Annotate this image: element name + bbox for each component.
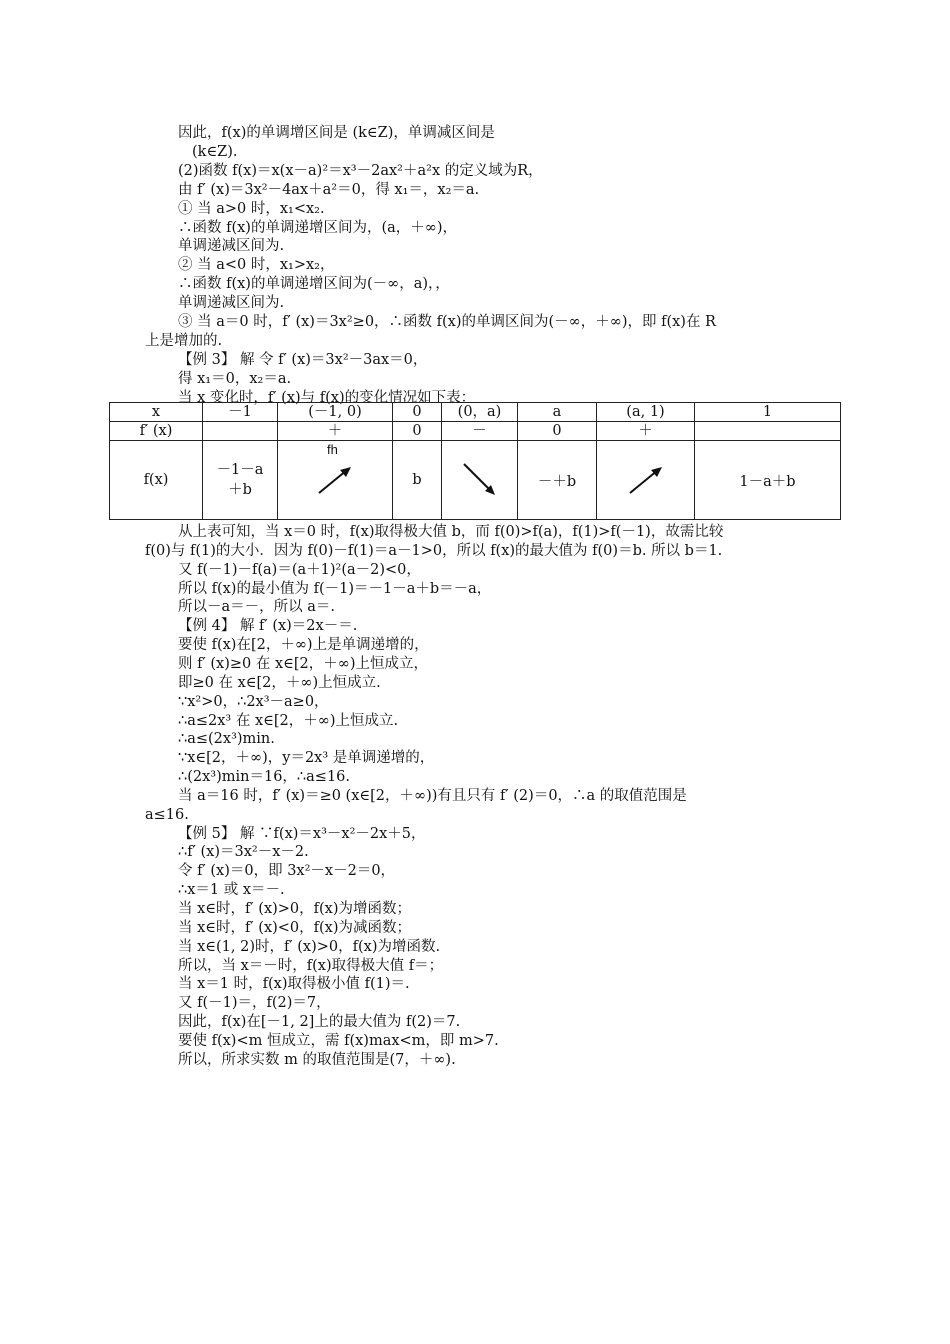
- table-row-function: [110, 441, 841, 520]
- table-cell: [597, 441, 695, 520]
- table-cell: [203, 422, 278, 441]
- text-line: 所以 f(x)的最小值为 f(－1)＝－1－a＋b＝－a，: [178, 580, 492, 597]
- table-cell: f′ (x): [110, 422, 203, 441]
- text-line: ∴函数 f(x)的单调递增区间为，(a，＋∞)，: [178, 219, 458, 236]
- text-line: (k∈Z).: [192, 143, 238, 160]
- table-cell: [442, 441, 518, 520]
- text-line: ∴f′ (x)＝3x²－x－2.: [178, 844, 309, 861]
- table-cell: [203, 441, 278, 520]
- text-line: 【例 3】 解 令 f′ (x)＝3x²－3ax＝0，: [178, 351, 428, 368]
- increasing-arrow-icon: [315, 463, 355, 497]
- text-line: 又 f(－1)－f(a)＝(a＋1)²(a－2)<0，: [178, 561, 421, 578]
- table-cell-line: －1－a: [216, 462, 264, 478]
- table-cell: x: [110, 403, 203, 422]
- table-cell-stack: [203, 460, 277, 500]
- text-line: ∴a≤(2x³)min.: [178, 731, 275, 748]
- table-cell: b: [393, 441, 442, 520]
- text-line: ∴(2x³)min＝16，∴a≤16.: [178, 769, 351, 786]
- table-row-x: [110, 403, 841, 422]
- text-line: 当 x∈(1, 2)时，f′ (x)>0，f(x)为增函数.: [178, 938, 441, 955]
- text-line: ∴函数 f(x)的单调递增区间为(－∞，a)，，: [178, 276, 450, 293]
- text-line: 又 f(－1)＝，f(2)＝7，: [178, 995, 331, 1012]
- table-cell: 0: [393, 422, 442, 441]
- text-line: ∵x∈[2，＋∞)，y＝2x³ 是单调递增的，: [178, 750, 435, 767]
- text-line: ∵x²>0，∴2x³－a≥0，: [178, 693, 329, 710]
- text-line: 因此，f(x)的单调增区间是 (k∈Z)，单调减区间是: [178, 125, 495, 141]
- text-line: ① 当 a>0 时，x₁<x₂.: [178, 200, 325, 217]
- text-line: 上是增加的.: [145, 332, 223, 349]
- text-line: 所以－a＝－，所以 a＝.: [178, 599, 336, 616]
- text-line: 所以，所求实数 m 的取值范围是(7，＋∞).: [178, 1051, 456, 1068]
- table-cell-line: ＋b: [228, 482, 252, 498]
- text-line: 即≥0 在 x∈[2，＋∞)上恒成立.: [178, 674, 381, 691]
- text-line: ∴x＝1 或 x＝－.: [178, 882, 285, 899]
- decreasing-arrow-icon: [460, 460, 500, 500]
- table-cell: 1－a＋b: [695, 441, 841, 520]
- text-line: 单调递减区间为.: [178, 238, 285, 255]
- table-cell: [695, 422, 841, 441]
- table-cell: ＋: [597, 422, 695, 441]
- text-line: ② 当 a<0 时，x₁>x₂，: [178, 257, 335, 274]
- stray-text: fh: [327, 442, 338, 457]
- table-cell: (a, 1): [597, 403, 695, 422]
- table-cell: (－1, 0): [278, 403, 393, 422]
- table-cell: 1: [695, 403, 841, 422]
- text-line: 得 x₁＝0，x₂＝a.: [178, 370, 292, 387]
- table-cell: a: [518, 403, 597, 422]
- text-line: 当 x＝1 时，f(x)取得极小值 f(1)＝.: [178, 976, 410, 993]
- table-row-derivative: [110, 422, 841, 441]
- text-line: 因此，f(x)在[－1, 2]上的最大值为 f(2)＝7.: [178, 1014, 461, 1031]
- text-line: 要使 f(x)在[2，＋∞)上是单调递增的，: [178, 637, 429, 654]
- text-line: 令 f′ (x)＝0，即 3x²－x－2＝0，: [178, 863, 396, 880]
- text-line: 【例 5】 解 ∵f(x)＝x³－x²－2x＋5，: [178, 825, 426, 842]
- text-line: 【例 4】 解 f′ (x)＝2x－＝.: [178, 618, 358, 635]
- text-line: 所以，当 x＝－时，f(x)取得极大值 f＝；: [178, 957, 444, 974]
- table-cell: ＋: [278, 422, 393, 441]
- table-cell: 0: [518, 422, 597, 441]
- variation-table: [109, 402, 841, 520]
- text-line: (2)函数 f(x)＝x(x－a)²＝x³－2ax²＋a²x 的定义域为R，: [178, 162, 543, 179]
- table-cell: 0: [393, 403, 442, 422]
- table-cell: (0，a): [442, 403, 518, 422]
- text-line: a≤16.: [145, 806, 189, 823]
- text-line: 单调递减区间为.: [178, 295, 285, 312]
- text-line: 从上表可知，当 x＝0 时，f(x)取得极大值 b，而 f(0)>f(a)，f(1)>f(－1)，故需比较: [178, 524, 724, 540]
- text-line: 当 x 变化时，f′ (x)与 f(x)的变化情况如下表：: [178, 389, 476, 406]
- table-cell: －1: [203, 403, 278, 422]
- text-line: 当 x∈时，f′ (x)>0，f(x)为增函数；: [178, 901, 412, 917]
- text-line: ③ 当 a＝0 时，f′ (x)＝3x²≥0，∴函数 f(x)的单调区间为(－∞，＋∞)，即 f(x)在 R: [178, 314, 716, 330]
- text-line: 当 a＝16 时，f′ (x)＝≥0 (x∈[2，＋∞))有且只有 f′ (2)＝0，∴a 的取值范围是: [178, 787, 687, 804]
- text-line: 则 f′ (x)≥0 在 x∈[2，＋∞)上恒成立，: [178, 655, 428, 672]
- text-line: 当 x∈时，f′ (x)<0，f(x)为减函数；: [178, 919, 412, 936]
- table-cell: －: [442, 422, 518, 441]
- text-line: ∴a≤2x³ 在 x∈[2，＋∞)上恒成立.: [178, 712, 399, 729]
- text-line: f(0)与 f(1)的大小．因为 f(0)－f(1)＝a－1>0，所以 f(x)的最大值为 f(0)＝b. 所以 b＝1.: [145, 542, 723, 559]
- table-cell: f(x): [110, 441, 203, 520]
- text-line: 要使 f(x)<m 恒成立，需 f(x)max<m，即 m>7.: [178, 1032, 499, 1049]
- increasing-arrow-icon: [626, 463, 666, 497]
- text-line: 由 f′ (x)＝3x²－4ax＋a²＝0，得 x₁＝，x₂＝a.: [178, 181, 480, 198]
- table-cell: －＋b: [518, 441, 597, 520]
